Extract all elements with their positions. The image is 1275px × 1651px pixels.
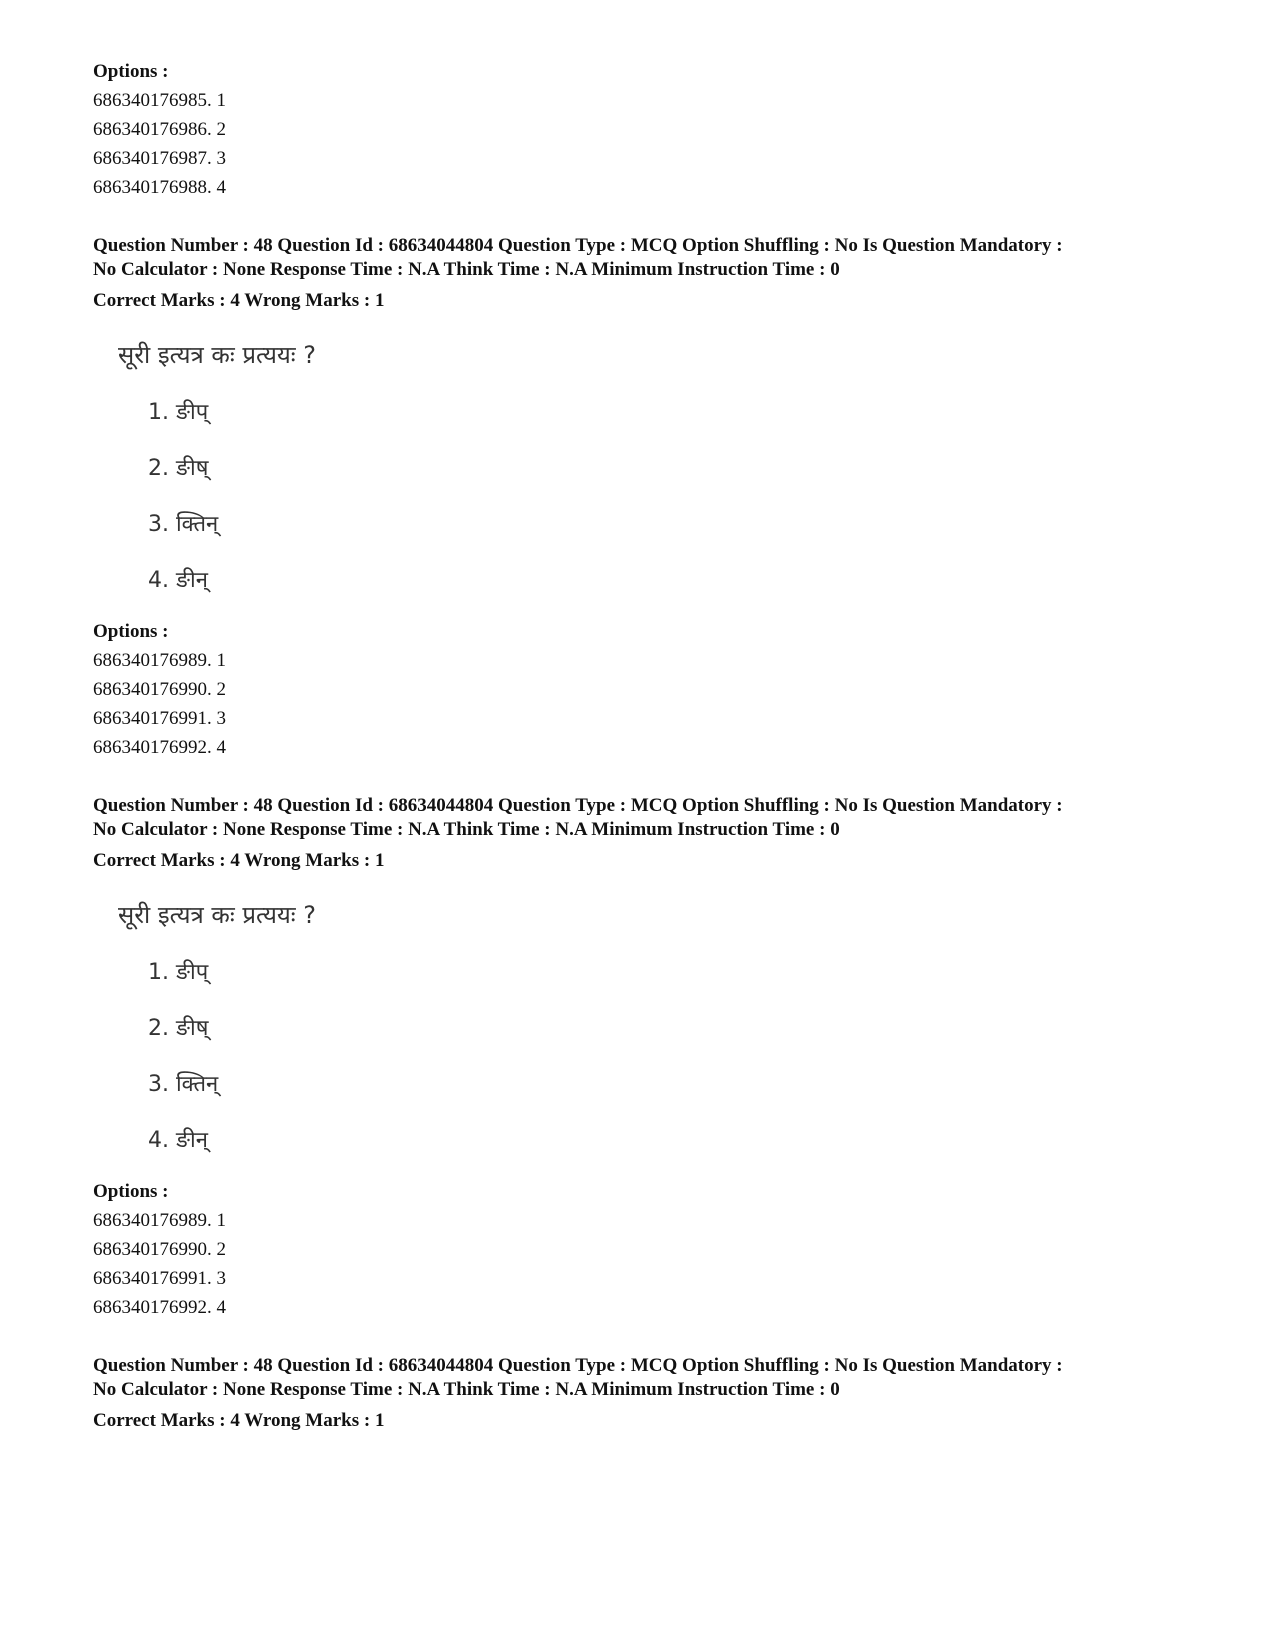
options-label: Options : bbox=[93, 61, 169, 82]
question-header-line2: No Calculator : None Response Time : N.A Think Time : N.A Minimum Instruction Time : 0 bbox=[93, 819, 840, 840]
question-marks: Correct Marks : 4 Wrong Marks : 1 bbox=[93, 290, 385, 311]
options-label: Options : bbox=[93, 1181, 169, 1202]
option-line: 686340176992. 4 bbox=[93, 1297, 226, 1318]
question-header-line1: Question Number : 48 Question Id : 68634044804 Question Type : MCQ Option Shuffling : No Is Question Mandatory : bbox=[93, 795, 1063, 816]
option-line: 686340176992. 4 bbox=[93, 737, 226, 758]
option-line: 686340176991. 3 bbox=[93, 708, 226, 729]
question-marks: Correct Marks : 4 Wrong Marks : 1 bbox=[93, 850, 385, 871]
question-text: सूरी इत्यत्र कः प्रत्ययः ? bbox=[118, 901, 317, 929]
options-label: Options : bbox=[93, 621, 169, 642]
question-choice: 2. ङीष् bbox=[148, 456, 209, 481]
question-choice: 3. क्तिन् bbox=[148, 512, 219, 537]
option-line: 686340176989. 1 bbox=[93, 1210, 226, 1231]
question-marks: Correct Marks : 4 Wrong Marks : 1 bbox=[93, 1410, 385, 1431]
question-choice: 4. ङीन् bbox=[148, 1128, 208, 1153]
question-block bbox=[93, 234, 1193, 762]
option-line: 686340176986. 2 bbox=[93, 119, 226, 140]
question-choice: 1. ङीप् bbox=[148, 960, 209, 985]
option-line: 686340176985. 1 bbox=[93, 90, 226, 111]
question-header-line1: Question Number : 48 Question Id : 68634044804 Question Type : MCQ Option Shuffling : No Is Question Mandatory : bbox=[93, 235, 1063, 256]
option-line: 686340176991. 3 bbox=[93, 1268, 226, 1289]
question-choice: 4. ङीन् bbox=[148, 568, 208, 593]
question-choice: 2. ङीष् bbox=[148, 1016, 209, 1041]
question-image bbox=[118, 898, 1193, 1156]
question-header-line2: No Calculator : None Response Time : N.A Think Time : N.A Minimum Instruction Time : 0 bbox=[93, 1379, 840, 1400]
question-image bbox=[118, 338, 1193, 596]
question-block bbox=[93, 794, 1193, 1322]
option-line: 686340176990. 2 bbox=[93, 679, 226, 700]
question-choice: 1. ङीप् bbox=[148, 400, 209, 425]
option-line: 686340176987. 3 bbox=[93, 148, 226, 169]
option-line: 686340176989. 1 bbox=[93, 650, 226, 671]
question-header-line2: No Calculator : None Response Time : N.A Think Time : N.A Minimum Instruction Time : 0 bbox=[93, 259, 840, 280]
option-line: 686340176990. 2 bbox=[93, 1239, 226, 1260]
question-header-line1: Question Number : 48 Question Id : 68634044804 Question Type : MCQ Option Shuffling : No Is Question Mandatory : bbox=[93, 1355, 1063, 1376]
question-text: सूरी इत्यत्र कः प्रत्ययः ? bbox=[118, 341, 317, 369]
question-block bbox=[93, 1354, 1193, 1436]
question-choice: 3. क्तिन् bbox=[148, 1072, 219, 1097]
options-section bbox=[93, 58, 1193, 202]
document-page bbox=[93, 58, 1193, 1436]
option-line: 686340176988. 4 bbox=[93, 177, 226, 198]
